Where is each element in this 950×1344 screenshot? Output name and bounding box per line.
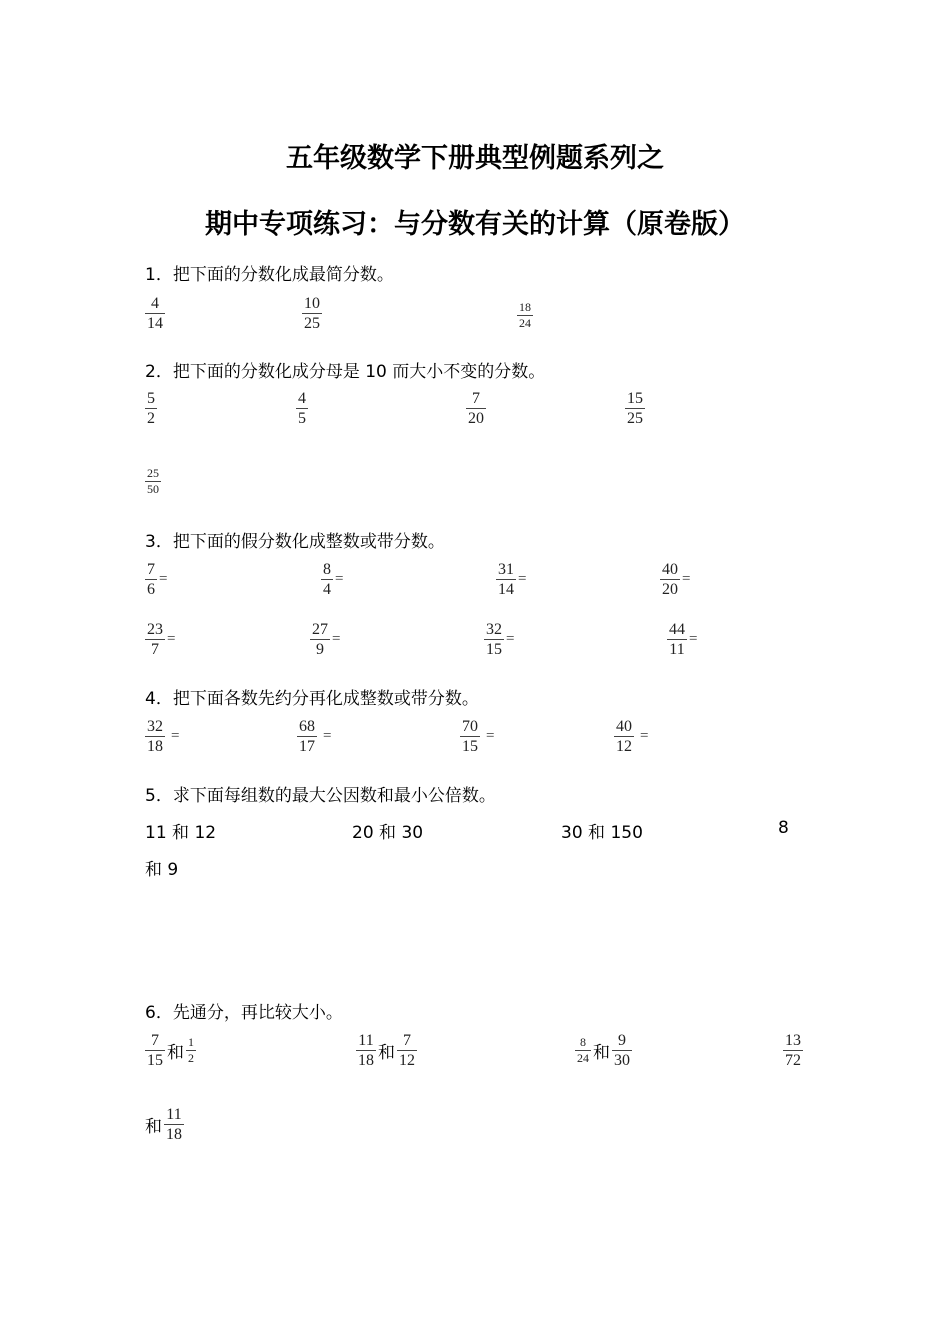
and-word: 和 [167,1043,184,1063]
q3-expression [496,560,526,599]
fraction: $\frac{4}{14}$ [147,295,163,332]
q6-comparison [575,1031,632,1070]
fraction: $\frac{9}{30}$ [614,1032,630,1069]
fraction: $\frac{27}{9}$ [312,621,328,658]
and-word: 和 [378,1043,395,1063]
equals-sign: = [167,631,176,647]
fraction: $\frac{25}{50}$ [147,466,159,496]
equals-sign: = [335,571,344,587]
question-2-prompt: 2．把下面的分数化成分母是 10 而大小不变的分数。 [145,362,546,382]
q6-comparison [356,1031,417,1070]
q3-expression [321,560,343,599]
fraction: $\frac{70}{15}$ [462,718,478,755]
q2-fraction [296,389,308,428]
question-5-prompt: 5．求下面每组数的最大公因数和最小公倍数。 [145,786,496,806]
fraction: $\frac{31}{14}$ [498,561,514,598]
fraction: $\frac{8}{24}$ [577,1035,589,1065]
question-1-prompt: 1．把下面的分数化成最简分数。 [145,265,394,285]
q2-fraction [145,466,161,497]
q4-expression [297,717,331,756]
equals-sign: = [332,631,341,647]
fraction: $\frac{8}{4}$ [323,561,331,598]
equals-sign: = [323,728,332,744]
q2-fraction [625,389,645,428]
q6-comparison [145,1031,196,1070]
equals-sign: = [506,631,515,647]
fraction: $\frac{40}{20}$ [662,561,678,598]
fraction: $\frac{68}{17}$ [299,718,315,755]
fraction: $\frac{32}{15}$ [486,621,502,658]
doc-title-line2: 期中专项练习：与分数有关的计算（原卷版） [205,209,745,240]
fraction: $\frac{7}{12}$ [399,1032,415,1069]
and-word: 和 [593,1043,610,1063]
fraction: $\frac{15}{25}$ [627,390,643,427]
fraction: $\frac{11}{18}$ [166,1106,182,1143]
question-3-prompt: 3．把下面的假分数化成整数或带分数。 [145,532,445,552]
fraction: $\frac{7}{15}$ [147,1032,163,1069]
q3-expression [145,560,167,599]
fraction: $\frac{40}{12}$ [616,718,632,755]
doc-title-line1: 五年级数学下册典型例题系列之 [286,143,664,174]
fraction: $\frac{5}{2}$ [147,390,155,427]
q5-pair: 8 [778,818,789,838]
question-6-prompt: 6．先通分，再比较大小。 [145,1003,343,1023]
q3-expression [660,560,690,599]
q1-fraction [145,294,165,333]
fraction: $\frac{1}{2}$ [188,1035,194,1065]
q6-comparison [145,1105,184,1144]
q6-fraction [783,1031,803,1070]
q4-expression [614,717,648,756]
fraction: $\frac{10}{25}$ [304,295,320,332]
fraction: $\frac{7}{6}$ [147,561,155,598]
and-word: 和 [145,1117,162,1137]
q2-fraction [145,389,157,428]
equals-sign: = [159,571,168,587]
equals-sign: = [689,631,698,647]
fraction: $\frac{13}{72}$ [785,1032,801,1069]
q3-expression [310,620,340,659]
q5-pair: 11 和 12 [145,823,217,843]
q5-pair: 和 9 [145,860,179,880]
fraction: $\frac{18}{24}$ [519,300,531,330]
equals-sign: = [486,728,495,744]
fraction: $\frac{32}{18}$ [147,718,163,755]
q4-expression [460,717,494,756]
q5-pair: 30 和 150 [561,823,643,843]
equals-sign: = [518,571,527,587]
q3-expression [145,620,175,659]
q4-expression [145,717,179,756]
fraction: $\frac{7}{20}$ [468,390,484,427]
question-4-prompt: 4．把下面各数先约分再化成整数或带分数。 [145,689,479,709]
q3-expression [484,620,514,659]
q5-pair: 20 和 30 [352,823,424,843]
fraction: $\frac{4}{5}$ [298,390,306,427]
q1-fraction [517,300,533,331]
equals-sign: = [682,571,691,587]
equals-sign: = [640,728,649,744]
fraction: $\frac{44}{11}$ [669,621,685,658]
fraction: $\frac{23}{7}$ [147,621,163,658]
equals-sign: = [171,728,180,744]
q3-expression [667,620,697,659]
q2-fraction [466,389,486,428]
q1-fraction [302,294,322,333]
fraction: $\frac{11}{18}$ [358,1032,374,1069]
